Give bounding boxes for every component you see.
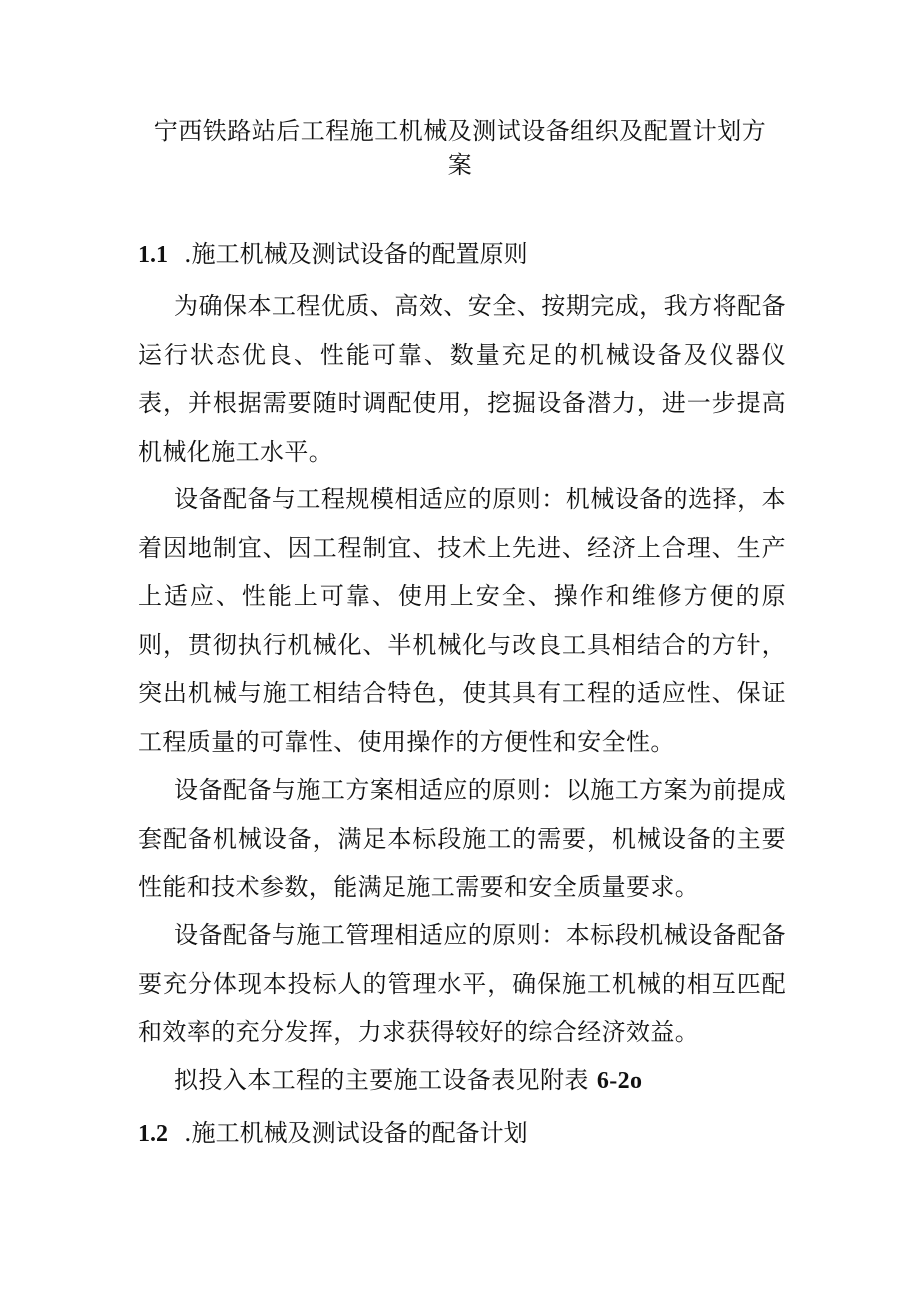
- paragraph-4: 设备配备与施工管理相适应的原则：本标段机械设备配备要充分体现本投标人的管理水平，确保施工机械的相互匹配和效率的充分发挥，力求获得较好的综合经济效益。: [138, 921, 786, 1046]
- section-title: .施工机械及测试设备的配置原则: [184, 240, 528, 268]
- paragraph-5: [138, 1056, 786, 1106]
- section-number: 1.2: [138, 1121, 168, 1147]
- document-title-line-2: 案: [447, 151, 473, 179]
- section-number: 1.1: [138, 242, 168, 268]
- paragraph-2: 设备配备与工程规模相适应的原则：机械设备的选择，本着因地制宜、因工程制宜、技术上先进、经济上合理、生产上适应、性能上可靠、使用上安全、操作和维修方便的原则，贯彻执行机械化、半机械化与改良工具相结合的方针，突出机械与施工相结合特色，使其具有工程的适应性、保证工程质量的可靠性、使用操作的方便性和安全性。: [138, 485, 786, 756]
- reference-table-number: 6-2o: [596, 1068, 643, 1094]
- reference-text: 拟投入本工程的主要施工设备表见附表: [174, 1066, 589, 1094]
- paragraph-3: 设备配备与施工方案相适应的原则：以施工方案为前提成套配备机械设备，满足本标段施工的需要，机械设备的主要性能和技术参数，能满足施工需要和安全质量要求。: [138, 776, 786, 901]
- section-heading-1-2: [138, 1116, 528, 1151]
- paragraph-1: 为确保本工程优质、高效、安全、按期完成，我方将配备运行状态优良、性能可靠、数量充足的机械设备及仪器仪表，并根据需要随时调配使用，挖掘设备潜力，进一步提高机械化施工水平。: [138, 292, 786, 466]
- section-title: .施工机械及测试设备的配备计划: [184, 1119, 528, 1147]
- section-heading-1-1: [138, 237, 528, 272]
- document-title-line-1: 宁西铁路站后工程施工机械及测试设备组织及配置计划方: [153, 117, 767, 145]
- document-title: [150, 114, 770, 182]
